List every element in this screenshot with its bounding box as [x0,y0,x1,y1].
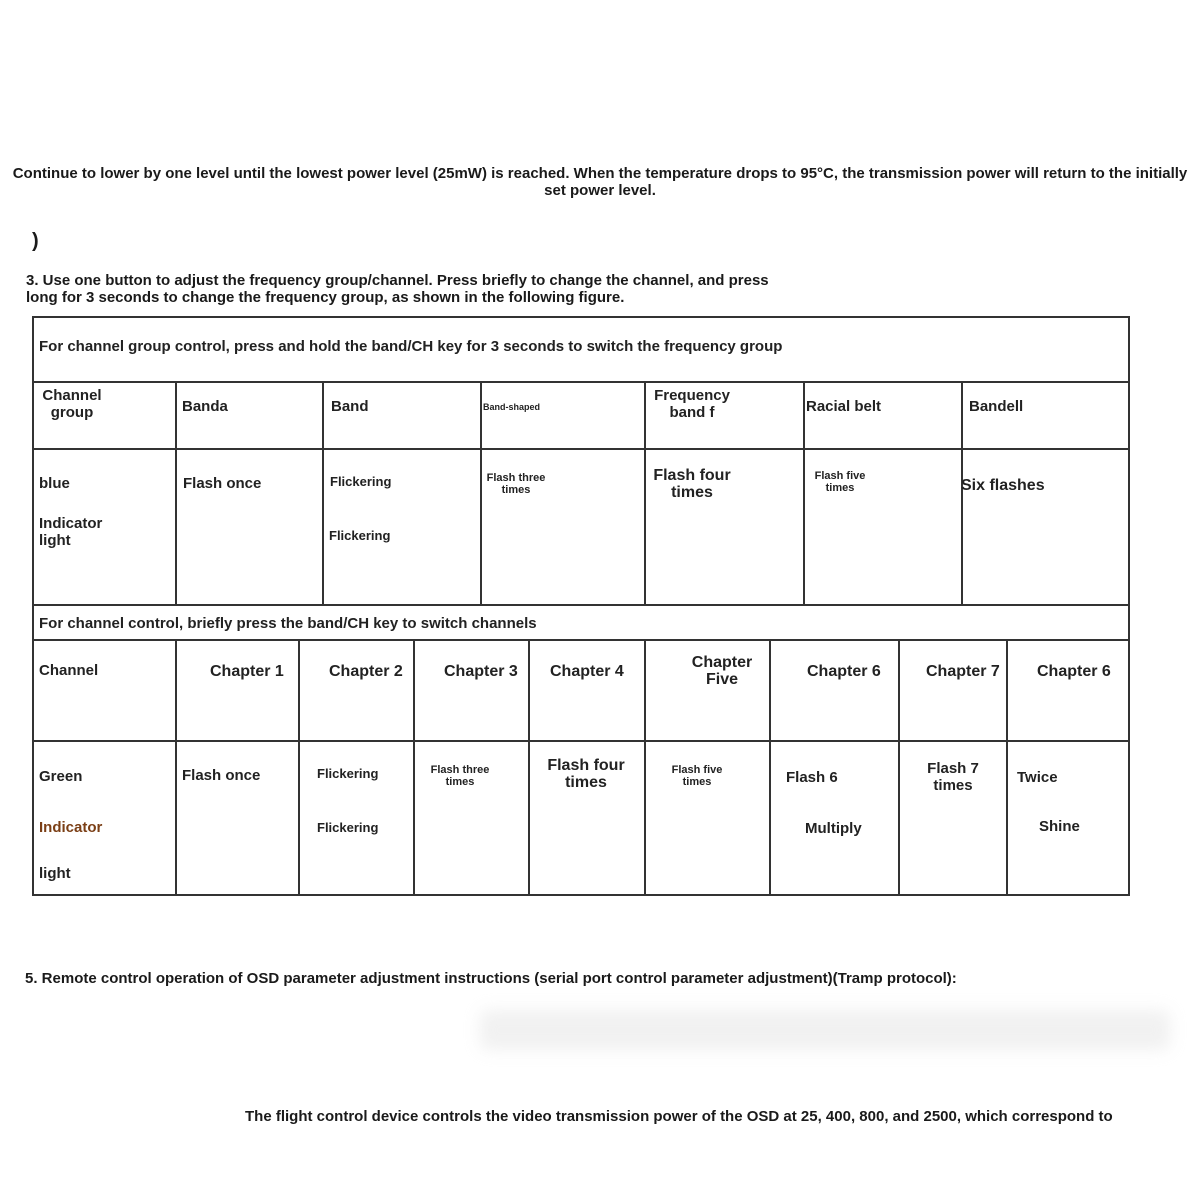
ch-cell-multiply: Multiply [805,820,862,837]
header-chapter-1: Chapter 1 [210,663,284,680]
row-label-light: light [39,865,71,882]
intro-line-2: set power level. [544,182,656,199]
header-band: Band [331,398,369,415]
ch-cell-flash-five-times: Flash five times [671,764,723,788]
header-chapter-3: Chapter 3 [444,663,518,680]
section3-line-2: long for 3 seconds to change the frequency group, as shown in the following figure. [26,289,625,306]
ch-cell-flash-three-times: Flash three times [430,764,490,788]
cell-flash-once: Flash once [183,475,262,492]
header-channel: Channel [39,662,99,679]
header-chapter-7: Chapter 7 [926,663,1000,680]
table-column-line [322,381,324,604]
header-chapter-five: Chapter Five [691,654,753,688]
row-label-indicator-light: Indicator light [39,515,103,549]
ch-cell-flash-6: Flash 6 [786,769,838,786]
table-column-line [644,639,646,894]
header-racial-belt: Racial belt [806,398,882,415]
table-column-line [175,639,177,894]
table-column-line [175,381,177,604]
ch-cell-flash-7-times: Flash 7 times [927,760,979,794]
ch-cell-twice: Twice [1017,769,1058,786]
header-bandell: Bandell [969,398,1024,415]
group-table-caption: For channel group control, press and hold the band/CH key for 3 seconds to switch the frequency group [39,338,783,355]
table-divider [32,448,1130,450]
cell-flash-five-times: Flash five times [814,470,866,494]
ch-cell-flash-four-times: Flash four times [547,757,625,791]
table-column-line [528,639,530,894]
table-column-line [769,639,771,894]
bracket-mark: ) [32,230,39,252]
table-column-line [1006,639,1008,894]
section3-line-1: 3. Use one button to adjust the frequency group/channel. Press briefly to change the channel, and press [26,272,769,289]
header-channel-group: Channel group [42,387,102,421]
header-banda: Banda [182,398,228,415]
table-divider [32,740,1130,742]
row-label-blue: blue [39,475,70,492]
cell-flickering-2: Flickering [329,528,391,543]
row-label-green: Green [39,768,83,785]
table-column-line [644,381,646,604]
cell-six-flashes: Six flashes [961,477,1045,494]
ch-cell-flickering-2: Flickering [317,820,379,835]
header-chapter-4: Chapter 4 [550,663,624,680]
cell-flickering: Flickering [330,474,392,489]
cell-flash-three-times: Flash three times [486,472,546,496]
table-column-line [298,639,300,894]
row-label-indicator: Indicator [39,819,103,836]
channel-table-caption: For channel control, briefly press the band/CH key to switch channels [39,615,537,632]
table-divider [32,381,1130,383]
intro-line-1: Continue to lower by one level until the lowest power level (25mW) is reached. When the temperature drops to 95°C, the transmission power will return to the initially [12,165,1188,182]
table-column-line [803,381,805,604]
table-column-line [898,639,900,894]
header-band-shaped: Band-shaped [483,402,541,412]
table-column-line [413,639,415,894]
blurred-area [480,1010,1170,1050]
header-chapter-2: Chapter 2 [329,663,403,680]
table-divider [32,604,1130,606]
ch-cell-flickering: Flickering [317,766,379,781]
section5-heading: 5. Remote control operation of OSD parameter adjustment instructions (serial port control parameter adjustment)(Tramp protocol): [25,970,957,987]
ch-cell-shine: Shine [1039,818,1080,835]
table-column-line [480,381,482,604]
header-chapter-6-b: Chapter 6 [1037,663,1111,680]
table-divider [32,639,1130,641]
header-frequency-band-f: Frequency band f [654,387,730,421]
footer-text: The flight control device controls the video transmission power of the OSD at 25, 400, 800, and 2500, which correspond to [245,1108,1113,1125]
ch-cell-flash-once: Flash once [182,767,261,784]
cell-flash-four-times: Flash four times [653,467,731,501]
header-chapter-6: Chapter 6 [807,663,881,680]
